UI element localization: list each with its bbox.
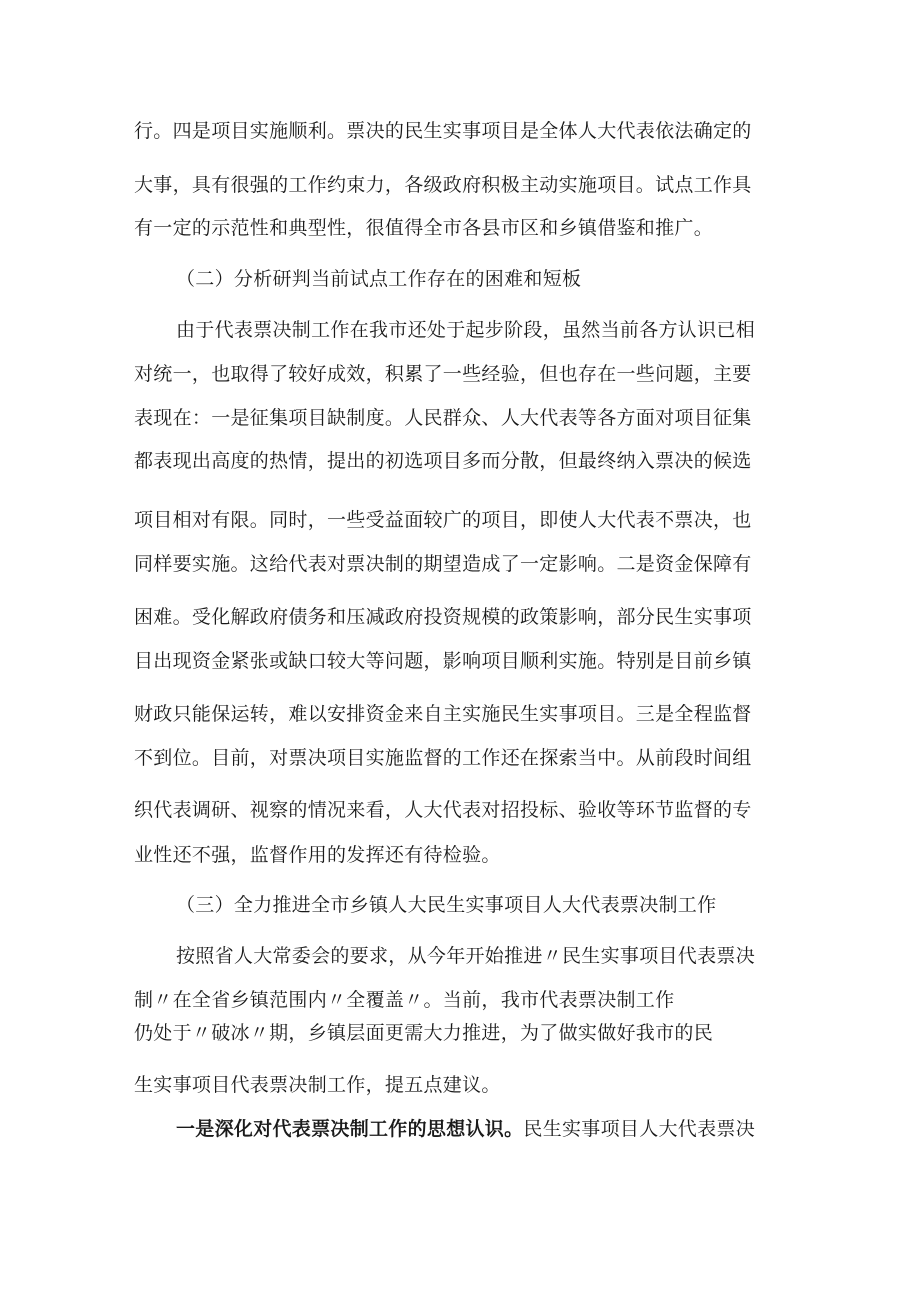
body-line-8: 都表现出高度的热情，提出的初选项目多而分散，但最终纳入票决的候选 [134,450,752,472]
body-line-13: 财政只能保运转，难以安排资金来自主实施民生实事项目。三是全程监督 [134,703,752,725]
body-line-10: 同样要实施。这给代表对票决制的期望造成了一定影响。二是资金保障有 [134,553,752,575]
body-line-20: 仍处于〃破冰〃期，乡镇层面更需大力推进，为了做实做好我市的民 [134,1022,714,1044]
body-line-16: 业性还不强，监督作用的发挥还有待检验。 [134,844,501,866]
body-line-2: 大事，具有很强的工作约束力，各级政府积极主动实施项目。试点工作具 [134,174,752,196]
body-line-1: 行。四是项目实施顺利。票决的民生实事项目是全体人大代表依法确定的 [134,120,752,142]
body-line-12: 目出现资金紧张或缺口较大等问题，影响项目顺利实施。特别是目前乡镇 [134,650,752,672]
section-heading-3: （三）全力推进全市乡镇人大民生实事项目人大代表票决制工作 [176,894,717,916]
body-line-21: 生实事项目代表票决制工作，提五点建议。 [134,1074,501,1096]
body-line-19: 制〃在全省乡镇范围内〃全覆盖〃。当前，我市代表票决制工作 [134,989,675,1011]
body-line-7: 表现在：一是征集项目缺制度。人民群众、人大代表等各方面对项目征集 [134,407,752,429]
body-line-15: 织代表调研、视察的情况来看，人大代表对招投标、验收等环节监督的专 [134,799,752,821]
body-line-14: 不到位。目前，对票决项目实施监督的工作还在探索当中。从前段时间组 [134,747,752,769]
body-line-18: 按照省人大常委会的要求，从今年开始推进〃民生实事项目代表票决 [176,945,756,967]
body-line-6: 对统一，也取得了较好成效，积累了一些经验，但也存在一些问题，主要 [134,363,752,385]
body-line-9: 项目相对有限。同时，一些受益面较广的项目，即使人大代表不票决，也 [134,509,752,531]
body-line-3: 有一定的示范性和典型性，很值得全市各县市区和乡镇借鉴和推广。 [134,217,714,239]
recommendation-text: 民生实事项目人大代表票决 [523,1118,756,1140]
recommendation-line [176,1117,755,1141]
recommendation-heading: 一是深化对代表票决制工作的思想认识。 [176,1118,524,1140]
section-heading-2: （二）分析研判当前试点工作存在的困难和短板 [176,268,582,290]
body-line-5: 由于代表票决制工作在我市还处于起步阶段，虽然当前各方认识已相 [176,319,756,341]
body-line-11: 困难。受化解政府债务和压减政府投资规模的政策影响，部分民生实事项 [134,606,752,628]
